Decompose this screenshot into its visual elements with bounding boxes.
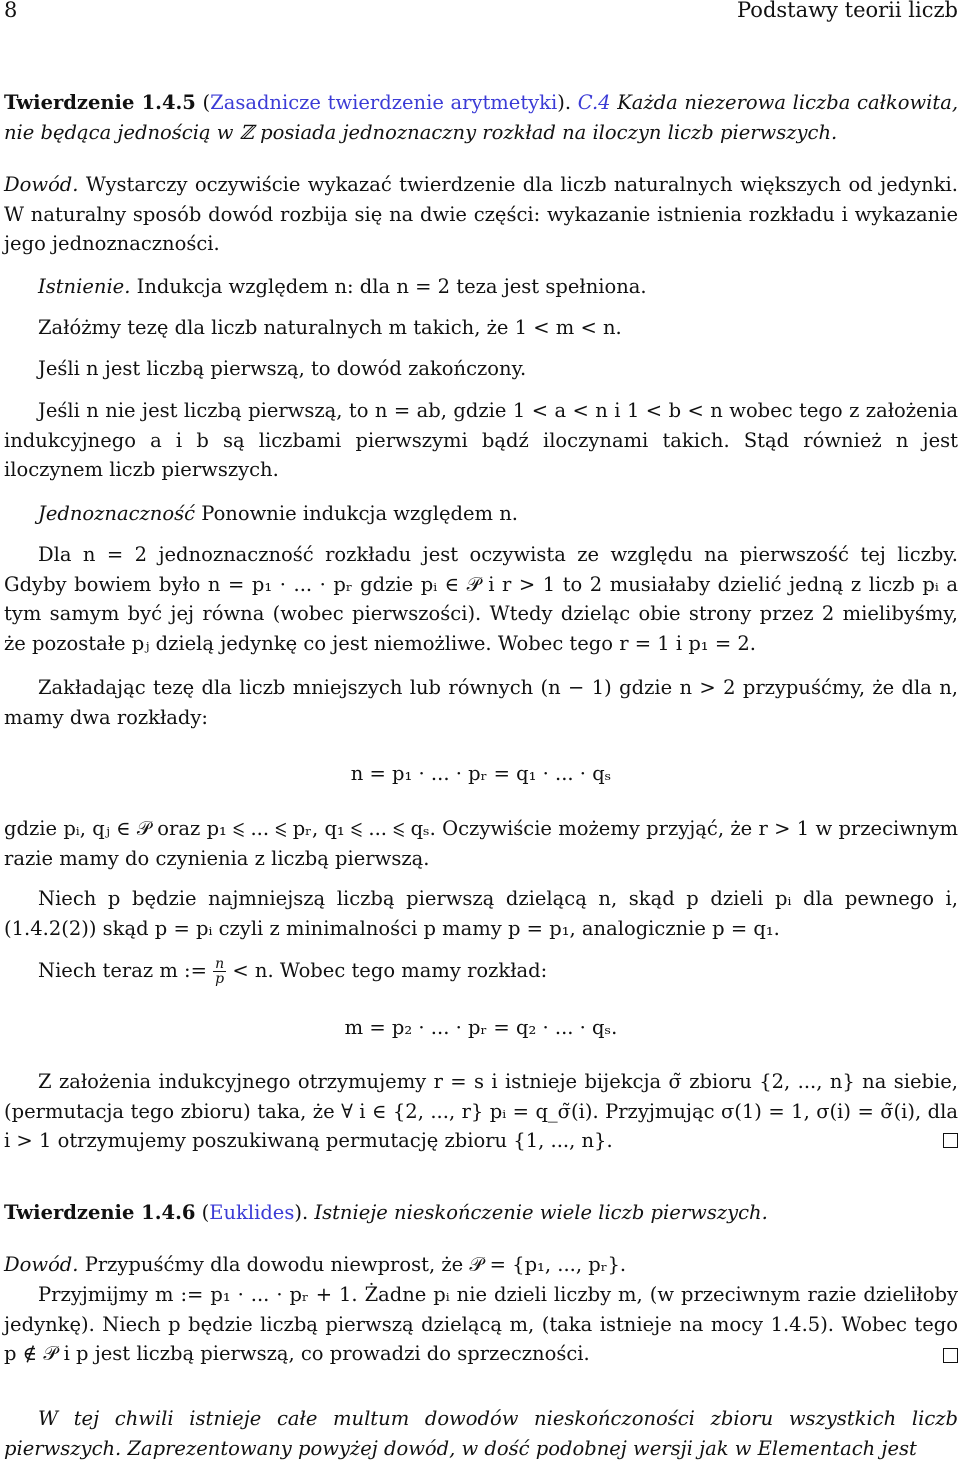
existence-line — [4, 272, 958, 302]
uniqueness-label: Jednoznaczność — [38, 502, 196, 525]
running-title: Podstawy teorii liczb — [737, 0, 958, 22]
qed-square-icon-2 — [943, 1348, 958, 1363]
assume-line: Załóżmy tezę dla liczb naturalnych m takich, że 1 < m < n. — [38, 316, 622, 339]
existence-label: Istnienie. — [38, 275, 131, 298]
proof2-label: Dowód. — [4, 1253, 79, 1276]
closing-paragraph: W tej chwili istnieje całe multum dowodów nieskończoności zbioru wszystkich liczb pierwszych. Zaprezentowany powyżej dowód, w dość podobnej wersji jak w Elementach jest — [4, 1407, 958, 1460]
let-p-paragraph: Niech p będzie najmniejszą liczbą pierwszą dzielącą n, skąd p dzieli pᵢ dla pewnego i, (1.4.2(2)) skąd p = pᵢ czyli z minimalności p mamy p = p₁, analogicznie p = q₁. — [4, 887, 958, 940]
proof-intro-paragraph — [4, 170, 958, 259]
theorem2-label: Twierdzenie 1.4.6 — [4, 1201, 196, 1224]
fraction-n-over-p — [213, 957, 226, 986]
theorem-label: Twierdzenie 1.4.5 — [4, 91, 196, 114]
fraction-numerator: n — [215, 956, 225, 972]
proof2-line1 — [4, 1250, 958, 1280]
proof-intro-text: Wystarczy oczywiście wykazać twierdzenie dla liczb naturalnych większych od jedynki. W naturalny sposób dowód rozbija się na dwie części: wykazanie istnienia rozkładu i wykazanie jego jednoznaczności. — [4, 173, 958, 256]
theorem2-paren-open: ( — [201, 1201, 210, 1224]
where-paragraph: gdzie pᵢ, qⱼ ∈ 𝒫 oraz p₁ ⩽ ... ⩽ pᵣ, q₁ ⩽ ... ⩽ qₛ. Oczywiście możemy przyjąć, że r > 1 w przeciwnym razie mamy do czynienia z liczbą pierwszą. — [4, 817, 958, 870]
theorem-paren-open: ( — [202, 91, 211, 114]
proof2-line1-text: Przypuśćmy dla dowodu niewprost, że 𝒫 = {p₁, ..., pᵣ}. — [84, 1253, 627, 1276]
n2-paragraph: Dla n = 2 jednoznaczność rozkładu jest oczywista ze względu na pierwszość tej liczby. Gdyby bowiem było n = p₁ · ... · pᵣ gdzie pᵢ ∈ 𝒫 i r > 1 to 2 musiałaby dzielić jedną z liczb pᵢ a tym samym być jej równa (wobec pierwszości). Wtedy dzieląc obie strony przez 2 mielibyśmy, że pozostałe pⱼ dzielą jedynkę co jest niemożliwe. Wobec tego r = 1 i p₁ = 2. — [4, 543, 958, 655]
theorem2-paren-close: ). — [294, 1201, 309, 1224]
theorem-paren-close: ). — [557, 91, 572, 114]
proof2-paragraph: Przyjmijmy m := p₁ · ... · pᵣ + 1. Żadne pᵢ nie dzieli liczby m, (w przeciwnym razie dzieliłoby jedynkę). Niech p będzie liczbą pierwszą dzielącą m, (taka istnieje na mocy 1.4.5). Wobec tego p ∉ 𝒫 i p jest liczbą pierwszą, co prowadzi do sprzeczności. — [4, 1283, 958, 1366]
assume2-paragraph: Zakładając tezę dla liczb mniejszych lub równych (n − 1) gdzie n > 2 przypuśćmy, że dla n, mamy dwa rozkłady: — [4, 676, 958, 729]
proof-label: Dowód. — [4, 173, 79, 196]
page-header — [4, 0, 958, 28]
theorem-1-4-5 — [4, 88, 958, 147]
equation-m-decomposition: m = p₂ · ... · pᵣ = q₂ · ... · qₛ. — [344, 1016, 618, 1039]
page-number: 8 — [4, 0, 18, 22]
uniqueness-text: Ponownie indukcja względem n. — [201, 502, 518, 525]
theorem-1-4-6 — [4, 1198, 958, 1228]
let-m-post: < n. Wobec tego mamy rozkład: — [232, 959, 548, 982]
composite-paragraph: Jeśli n nie jest liczbą pierwszą, to n = ab, gdzie 1 < a < n i 1 < b < n wobec tego z założenia indukcyjnego a i b są liczbami pierwszymi bądź iloczynami takich. Stąd również n jest iloczynem liczb pierwszych. — [4, 399, 958, 482]
qed-square-icon — [943, 1133, 958, 1148]
theorem-reference-link[interactable]: C.4 — [577, 91, 611, 114]
theorem2-name-link[interactable]: Euklides — [209, 1201, 295, 1224]
fraction-denominator: p — [215, 971, 225, 987]
final-paragraph: Z założenia indukcyjnego otrzymujemy r = s i istnieje bijekcja σ̃ zbioru {2, ..., n} na siebie, (permutacja tego zbioru) taka, że ∀ i ∈ {2, ..., r} pᵢ = q_σ̃(i). Przyjmując σ(1) = 1, σ(i) = σ̃(i), dla i > 1 otrzymujemy poszukiwaną permutację zbioru {1, ..., n}. — [4, 1070, 958, 1153]
equation-n-decomposition: n = p₁ · ... · pᵣ = q₁ · ... · qₛ — [350, 762, 612, 785]
theorem2-statement: Istnieje nieskończenie wiele liczb pierwszych. — [314, 1201, 768, 1224]
existence-text: Indukcja względem n: dla n = 2 teza jest spełniona. — [136, 275, 647, 298]
uniqueness-line — [4, 499, 958, 529]
theorem-statement: Każda niezerowa liczba całkowita, nie będąca jednością w ℤ posiada jednoznaczny rozkład na iloczyn liczb pierwszych. — [4, 91, 959, 144]
prime-line: Jeśli n jest liczbą pierwszą, to dowód zakończony. — [38, 357, 527, 380]
theorem-name-link[interactable]: Zasadnicze twierdzenie arytmetyki — [210, 91, 558, 114]
let-m-line — [4, 956, 958, 986]
let-m-pre: Niech teraz m := — [38, 959, 207, 982]
